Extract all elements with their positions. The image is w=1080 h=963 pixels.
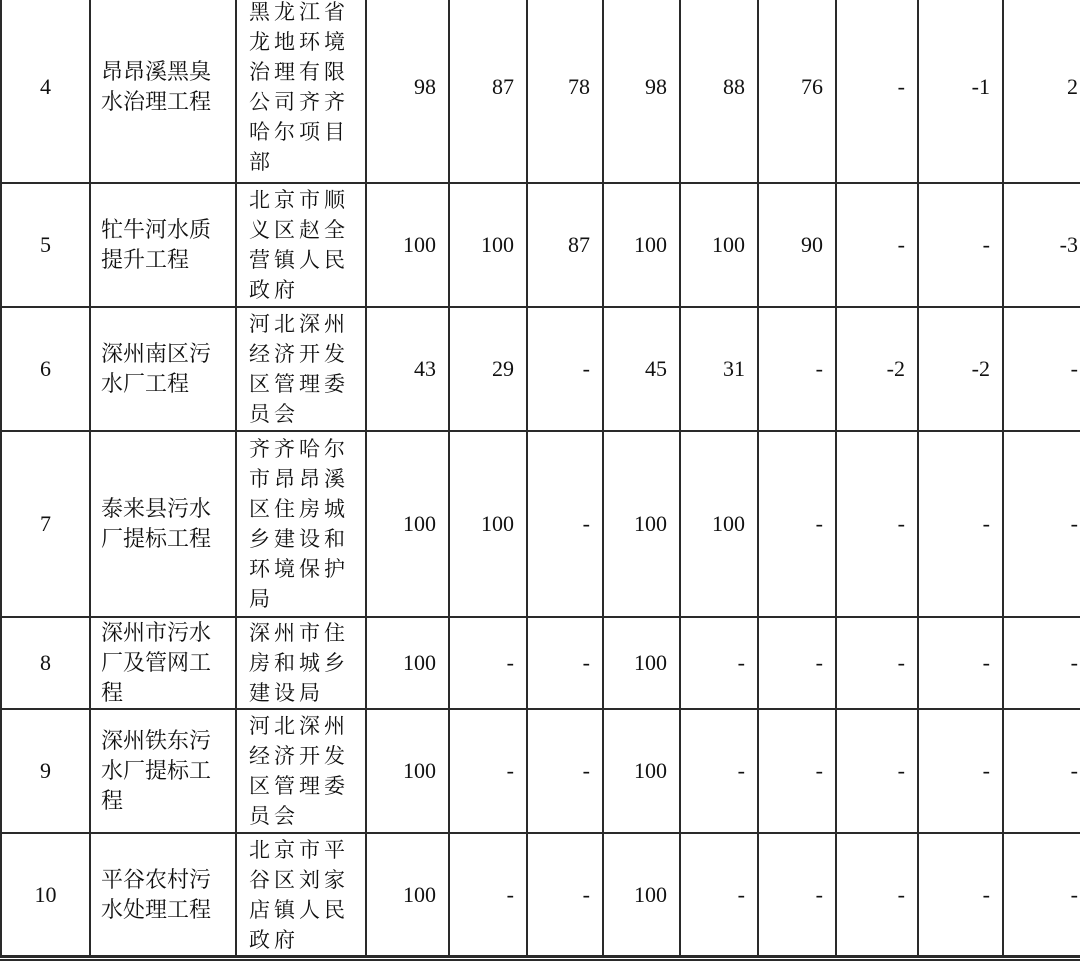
value-cell: - xyxy=(758,833,836,957)
row-index-cell: 10 xyxy=(1,833,90,957)
value-cell: - xyxy=(527,709,603,833)
table-row xyxy=(1,617,1080,709)
table-row xyxy=(1,183,1080,307)
value-cell: - xyxy=(918,617,1003,709)
value-cell: - xyxy=(449,833,527,957)
row-index-cell: 6 xyxy=(1,307,90,431)
row-index-cell: 9 xyxy=(1,709,90,833)
project-name-cell: 牤牛河水质提升工程 xyxy=(90,183,236,307)
value-cell: - xyxy=(680,709,758,833)
value-cell: 87 xyxy=(449,0,527,183)
value-cell: 100 xyxy=(449,431,527,617)
value-cell: 100 xyxy=(603,431,680,617)
value-cell: - xyxy=(758,617,836,709)
value-cell: - xyxy=(1003,617,1080,709)
owner-cell: 河北深州经济开发区管理委员会 xyxy=(236,307,366,431)
project-name-cell: 深州铁东污水厂提标工程 xyxy=(90,709,236,833)
value-cell: 78 xyxy=(527,0,603,183)
table-row xyxy=(1,431,1080,617)
value-cell: - xyxy=(836,617,918,709)
value-cell: - xyxy=(1003,431,1080,617)
project-name-cell: 泰来县污水厂提标工程 xyxy=(90,431,236,617)
value-cell: - xyxy=(836,183,918,307)
owner-cell: 北京市平谷区刘家店镇人民政府 xyxy=(236,833,366,957)
value-cell: - xyxy=(836,431,918,617)
value-cell: - xyxy=(836,709,918,833)
value-cell: - xyxy=(680,833,758,957)
value-cell: - xyxy=(527,431,603,617)
value-cell: 90 xyxy=(758,183,836,307)
project-name-cell: 昂昂溪黑臭水治理工程 xyxy=(90,0,236,183)
value-cell: - xyxy=(836,833,918,957)
value-cell: 98 xyxy=(603,0,680,183)
value-cell: 100 xyxy=(366,183,449,307)
value-cell: 76 xyxy=(758,0,836,183)
value-cell: - xyxy=(918,833,1003,957)
value-cell: - xyxy=(1003,833,1080,957)
value-cell: 100 xyxy=(449,183,527,307)
value-cell: 88 xyxy=(680,0,758,183)
value-cell: -2 xyxy=(836,307,918,431)
value-cell: 100 xyxy=(603,617,680,709)
value-cell: - xyxy=(527,617,603,709)
value-cell: 2 xyxy=(1003,0,1080,183)
value-cell: 45 xyxy=(603,307,680,431)
value-cell: 31 xyxy=(680,307,758,431)
table-row xyxy=(1,833,1080,957)
project-name-cell: 平谷农村污水处理工程 xyxy=(90,833,236,957)
value-cell: 100 xyxy=(603,183,680,307)
value-cell: - xyxy=(758,709,836,833)
value-cell: 100 xyxy=(366,431,449,617)
value-cell: 100 xyxy=(366,833,449,957)
table-bottom-rule xyxy=(0,955,1080,961)
table-row xyxy=(1,709,1080,833)
row-index-cell: 7 xyxy=(1,431,90,617)
value-cell: 100 xyxy=(680,183,758,307)
value-cell: 87 xyxy=(527,183,603,307)
value-cell: - xyxy=(449,617,527,709)
value-cell: - xyxy=(758,431,836,617)
owner-cell: 齐齐哈尔市昂昂溪区住房城乡建设和环境保护局 xyxy=(236,431,366,617)
row-index-cell: 4 xyxy=(1,0,90,183)
row-index-cell: 5 xyxy=(1,183,90,307)
value-cell: -3 xyxy=(1003,183,1080,307)
value-cell: - xyxy=(527,307,603,431)
value-cell: -1 xyxy=(918,0,1003,183)
value-cell: - xyxy=(758,307,836,431)
row-index-cell: 8 xyxy=(1,617,90,709)
value-cell: 43 xyxy=(366,307,449,431)
value-cell: - xyxy=(836,0,918,183)
value-cell: - xyxy=(527,833,603,957)
value-cell: 98 xyxy=(366,0,449,183)
value-cell: - xyxy=(1003,307,1080,431)
value-cell: - xyxy=(918,709,1003,833)
value-cell: 29 xyxy=(449,307,527,431)
owner-cell: 河北深州经济开发区管理委员会 xyxy=(236,709,366,833)
owner-cell: 深州市住房和城乡建设局 xyxy=(236,617,366,709)
value-cell: - xyxy=(1003,709,1080,833)
value-cell: - xyxy=(918,183,1003,307)
owner-cell: 黑龙江省龙地环境治理有限公司齐齐哈尔项目部 xyxy=(236,0,366,183)
table-row xyxy=(1,307,1080,431)
table-row xyxy=(1,0,1080,183)
value-cell: - xyxy=(680,617,758,709)
value-cell: - xyxy=(449,709,527,833)
project-name-cell: 深州南区污水厂工程 xyxy=(90,307,236,431)
owner-cell: 北京市顺义区赵全营镇人民政府 xyxy=(236,183,366,307)
project-name-cell: 深州市污水厂及管网工程 xyxy=(90,617,236,709)
value-cell: 100 xyxy=(680,431,758,617)
value-cell: -2 xyxy=(918,307,1003,431)
value-cell: 100 xyxy=(366,617,449,709)
value-cell: - xyxy=(918,431,1003,617)
value-cell: 100 xyxy=(603,709,680,833)
value-cell: 100 xyxy=(603,833,680,957)
table-body xyxy=(1,0,1080,957)
value-cell: 100 xyxy=(366,709,449,833)
